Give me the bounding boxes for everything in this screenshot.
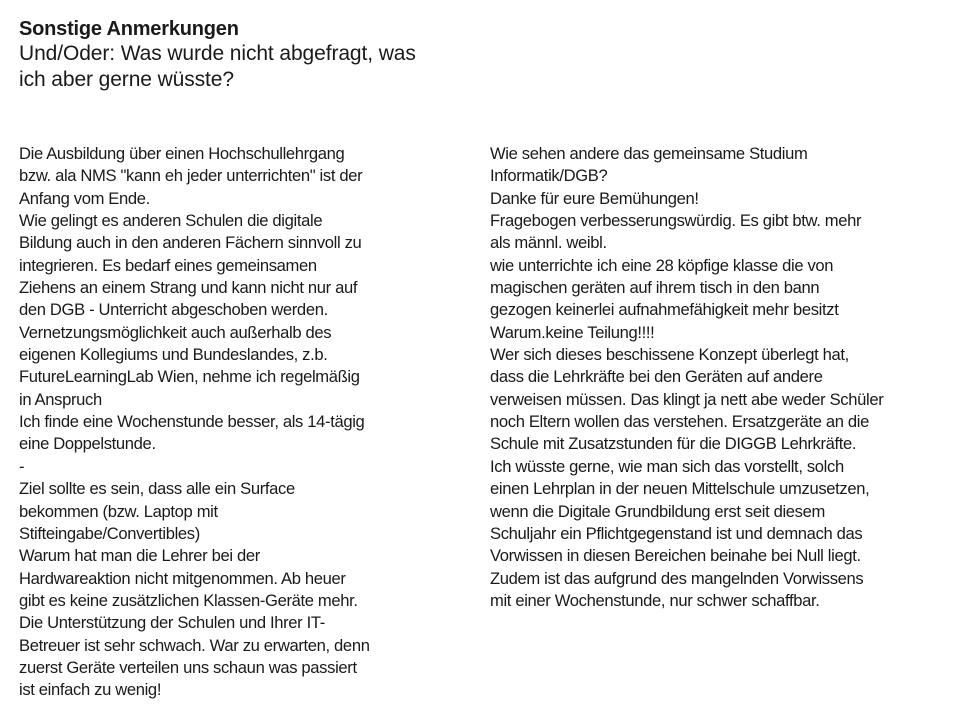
comment-line: Fragebogen verbesserungswürdig. Es gibt btw. mehr [490,211,862,231]
comment-line: Ziehens an einem Strang und kann nicht nur auf [19,278,358,298]
slide-subtitle [19,41,489,93]
comment-line: Vernetzungsmöglichkeit auch außerhalb des [19,322,332,342]
comment-line: eigenen Kollegiums und Bundeslandes, z.b. [19,345,328,365]
comment-line: FutureLearningLab Wien, nehme ich regelmäßig [19,367,360,387]
comment-line: Stifteingabe/Convertibles) [19,523,200,543]
comment-line: Anfang vom Ende. [19,188,150,208]
comment-line: in Anspruch [19,389,102,409]
comment-line: bzw. ala NMS "kann eh jeder unterrichten" ist der [19,166,363,186]
comment-line: Warum hat man die Lehrer bei der [19,546,260,566]
comment-line: einen Lehrplan in der neuen Mittelschule umzusetzen, [490,479,870,499]
comment-line: gezogen keinerlei aufnahmefähigkeit mehr besitzt [490,300,839,320]
comment-line: Betreuer ist sehr schwach. War zu erwarten, denn [19,635,370,655]
comment-line: Ziel sollte es sein, dass alle ein Surface [19,479,295,499]
comment-line: - [19,456,25,476]
comment-line: Zudem ist das aufgrund des mangelnden Vorwissens [490,568,864,588]
slide-title: Sonstige Anmerkungen [19,18,239,40]
comment-line: Wer sich dieses beschissene Konzept überlegt hat, [490,345,849,365]
comment-line: Ich finde eine Wochenstunde besser, als 14-tägig [19,412,365,432]
comment-line: noch Eltern wollen das verstehen. Ersatzgeräte an die [490,412,870,432]
comment-line: ist einfach zu wenig! [19,680,162,700]
comment-line: Danke für eure Bemühungen! [490,188,699,208]
comment-line: Hardwareaktion nicht mitgenommen. Ab heuer [19,568,346,588]
comment-line: dass die Lehrkräfte bei den Geräten auf andere [490,367,823,387]
comment-line: gibt es keine zusätzlichen Klassen-Geräte mehr. [19,590,358,610]
slide-header [19,17,489,93]
comment-line: mit einer Wochenstunde, nur schwer schaffbar. [490,590,820,610]
comment-line: Schuljahr ein Pflichtgegenstand ist und demnach das [490,523,863,543]
comment-line: Schule mit Zusatzstunden für die DIGGB Lehrkräfte. [490,434,857,454]
comment-line: zuerst Geräte verteilen uns schaun was passiert [19,657,357,677]
comment-line: eine Doppelstunde. [19,434,156,454]
comment-line: integrieren. Es bedarf eines gemeinsamen [19,255,317,275]
comment-line: verweisen müssen. Das klingt ja nett abe weder Schüler [490,389,884,409]
comment-line: Vorwissen in diesen Bereichen beinahe bei Null liegt. [490,546,861,566]
comment-line: Wie sehen andere das gemeinsame Studium [490,144,808,163]
comment-line: bekommen (bzw. Laptop mit [19,501,218,521]
comment-line: den DGB - Unterricht abgeschoben werden. [19,300,328,320]
comment-line: Informatik/DGB? [490,166,608,186]
left-comments-column [19,143,439,702]
comment-line: wenn die Digitale Grundbildung erst seit diesem [490,501,825,521]
comment-line: Die Unterstützung der Schulen und Ihrer IT- [19,613,325,633]
comment-line: Warum.keine Teilung!!!! [490,322,655,342]
right-comments-column [490,143,955,612]
comment-line: Die Ausbildung über einen Hochschullehrgang [19,144,345,163]
comment-line: Ich wüsste gerne, wie man sich das vorstellt, solch [490,456,844,476]
comment-line: wie unterrichte ich eine 28 köpfige klasse die von [490,255,834,275]
subtitle-line: Und/Oder: Was wurde nicht abgefragt, was [19,42,416,65]
comment-line: Bildung auch in den anderen Fächern sinnvoll zu [19,233,362,253]
subtitle-line: ich aber gerne wüsste? [19,68,234,91]
comment-line: Wie gelingt es anderen Schulen die digitale [19,211,323,231]
comment-line: magischen geräten auf ihrem tisch in den bann [490,278,820,298]
comment-line: als männl. weibl. [490,233,607,253]
